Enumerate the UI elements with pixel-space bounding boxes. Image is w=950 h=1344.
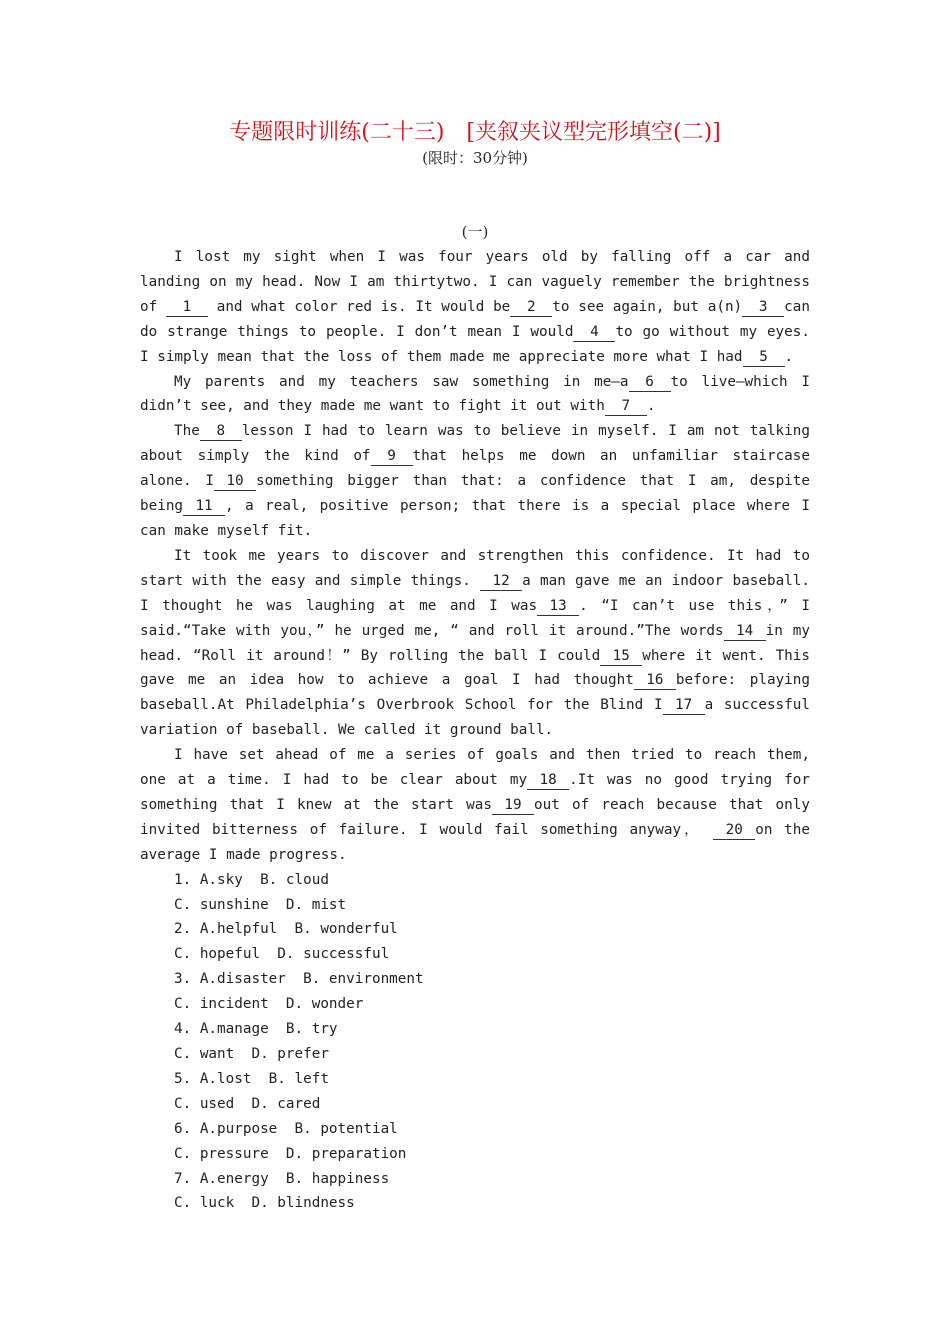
passage-text: to see again, but a(n) <box>552 298 743 315</box>
option-line: 2. A.helpful B. wonderful <box>174 921 398 938</box>
passage-text: a man gave me an indoor baseball. I thought he was laughing at me and I was <box>140 572 810 614</box>
option-line: 1. A.sky B. cloud <box>174 871 329 888</box>
passage-paragraph <box>140 544 810 743</box>
blank-19: 19 <box>492 796 534 815</box>
passage-text: a successful variation of baseball. We called it ground ball. <box>140 697 810 739</box>
option-line: C. used D. cared <box>174 1095 321 1112</box>
passage-text: where it went. This gave me an idea how to achieve a goal I had thought <box>140 647 810 689</box>
option-line: 6. A.purpose B. potential <box>174 1120 398 1137</box>
blank-11: 11 <box>183 497 225 516</box>
section-heading: (一) <box>461 223 489 241</box>
passage-text: something bigger than that: a confidence that I am, despite being <box>140 473 810 515</box>
option-line: C. luck D. blindness <box>174 1195 355 1212</box>
passage-text: lesson I had to learn was to believe in myself. I am not talking about simply the kind of <box>140 423 810 465</box>
blank-7: 7 <box>605 397 647 416</box>
passage-paragraph <box>140 743 810 868</box>
passage-text: and what color red is. It would be <box>207 298 511 315</box>
passage-text: that helps me down an unfamiliar staircase alone. I <box>140 448 810 490</box>
blank-16: 16 <box>634 671 676 690</box>
passage-text: to go without my eyes. I simply mean that the loss of them made me appreciate more what I had <box>140 323 810 365</box>
passage-text: before: playing baseball.At Philadelphia’s Overbrook School for the Blind I <box>140 672 810 714</box>
passage-text: , a real, positive person; that there is a special place where I can make myself fit. <box>140 498 810 539</box>
blank-8: 8 <box>200 422 242 441</box>
blank-9: 9 <box>371 447 413 466</box>
passage-text: can do strange things to people. I don’t mean I would <box>140 298 810 340</box>
blank-20: 20 <box>713 821 755 840</box>
option-line: 7. A.energy B. happiness <box>174 1170 390 1187</box>
passage-text: . <box>784 348 794 365</box>
option-line: 3. A.disaster B. environment <box>174 971 424 988</box>
blank-14: 14 <box>724 622 766 641</box>
passage-paragraph <box>140 419 810 544</box>
option-line: C. want D. prefer <box>174 1046 329 1062</box>
passage-text: .It was no good trying for something that I knew at the start was <box>140 772 811 813</box>
time-limit: (限时：30分钟) <box>422 149 528 167</box>
passage-text: The <box>174 423 200 440</box>
option-line: C. hopeful D. successful <box>174 946 390 963</box>
blank-10: 10 <box>214 472 256 491</box>
passage-text: I lost my sight when I was four years old by falling off a car and landing on my head. Now I am thirtytwo. I can vaguely remember the brightness of <box>140 249 810 315</box>
passage-text: It took me years to discover and strengthen this confidence. It had to start with the easy and simple things. <box>140 547 810 589</box>
passage-text: I have set ahead of me a series of goals and then tried to reach them, one at a time. I had to be clear about my <box>140 747 810 789</box>
passage-paragraph <box>140 370 810 420</box>
option-line: C. incident D. wonder <box>174 996 364 1013</box>
blank-4: 4 <box>573 323 615 342</box>
blank-12: 12 <box>480 572 522 591</box>
passage-text: to live—which I didn’t see, and they made me want to fight it out with <box>140 373 810 415</box>
passage-text: . <box>646 398 656 415</box>
passage-text: . “I can’t use this，” I said.“Take with you，” he urged me, “ and roll it around.”The words <box>140 597 810 639</box>
options-list <box>140 868 810 1217</box>
passage-text: out of reach because that only invited bitterness of failure. I would fail something anyway， <box>140 796 810 838</box>
blank-6: 6 <box>629 373 671 392</box>
passage-paragraph <box>140 245 810 370</box>
blank-2: 2 <box>510 298 552 317</box>
blank-13: 13 <box>537 597 579 616</box>
passage-text: on the average I made progress. <box>140 821 810 863</box>
blank-1: 1 <box>166 298 208 317</box>
option-line: C. pressure D. preparation <box>174 1145 407 1162</box>
blank-17: 17 <box>663 696 705 715</box>
blank-15: 15 <box>600 647 642 666</box>
passage-text: My parents and my teachers saw something in me—a <box>174 373 629 390</box>
page-title: 专题限时训练(二十三) [夹叙夹议型完形填空(二)] <box>229 120 721 145</box>
blank-5: 5 <box>743 348 785 367</box>
cloze-passage <box>140 245 810 868</box>
document-page <box>140 118 810 1216</box>
passage-text: in my head. “Roll it around！” By rolling the ball I could <box>140 622 810 664</box>
option-line: C. sunshine D. mist <box>174 896 347 913</box>
blank-18: 18 <box>527 771 569 790</box>
blank-3: 3 <box>742 298 784 317</box>
option-line: 5. A.lost B. left <box>174 1070 329 1087</box>
option-line: 4. A.manage B. try <box>174 1021 338 1038</box>
